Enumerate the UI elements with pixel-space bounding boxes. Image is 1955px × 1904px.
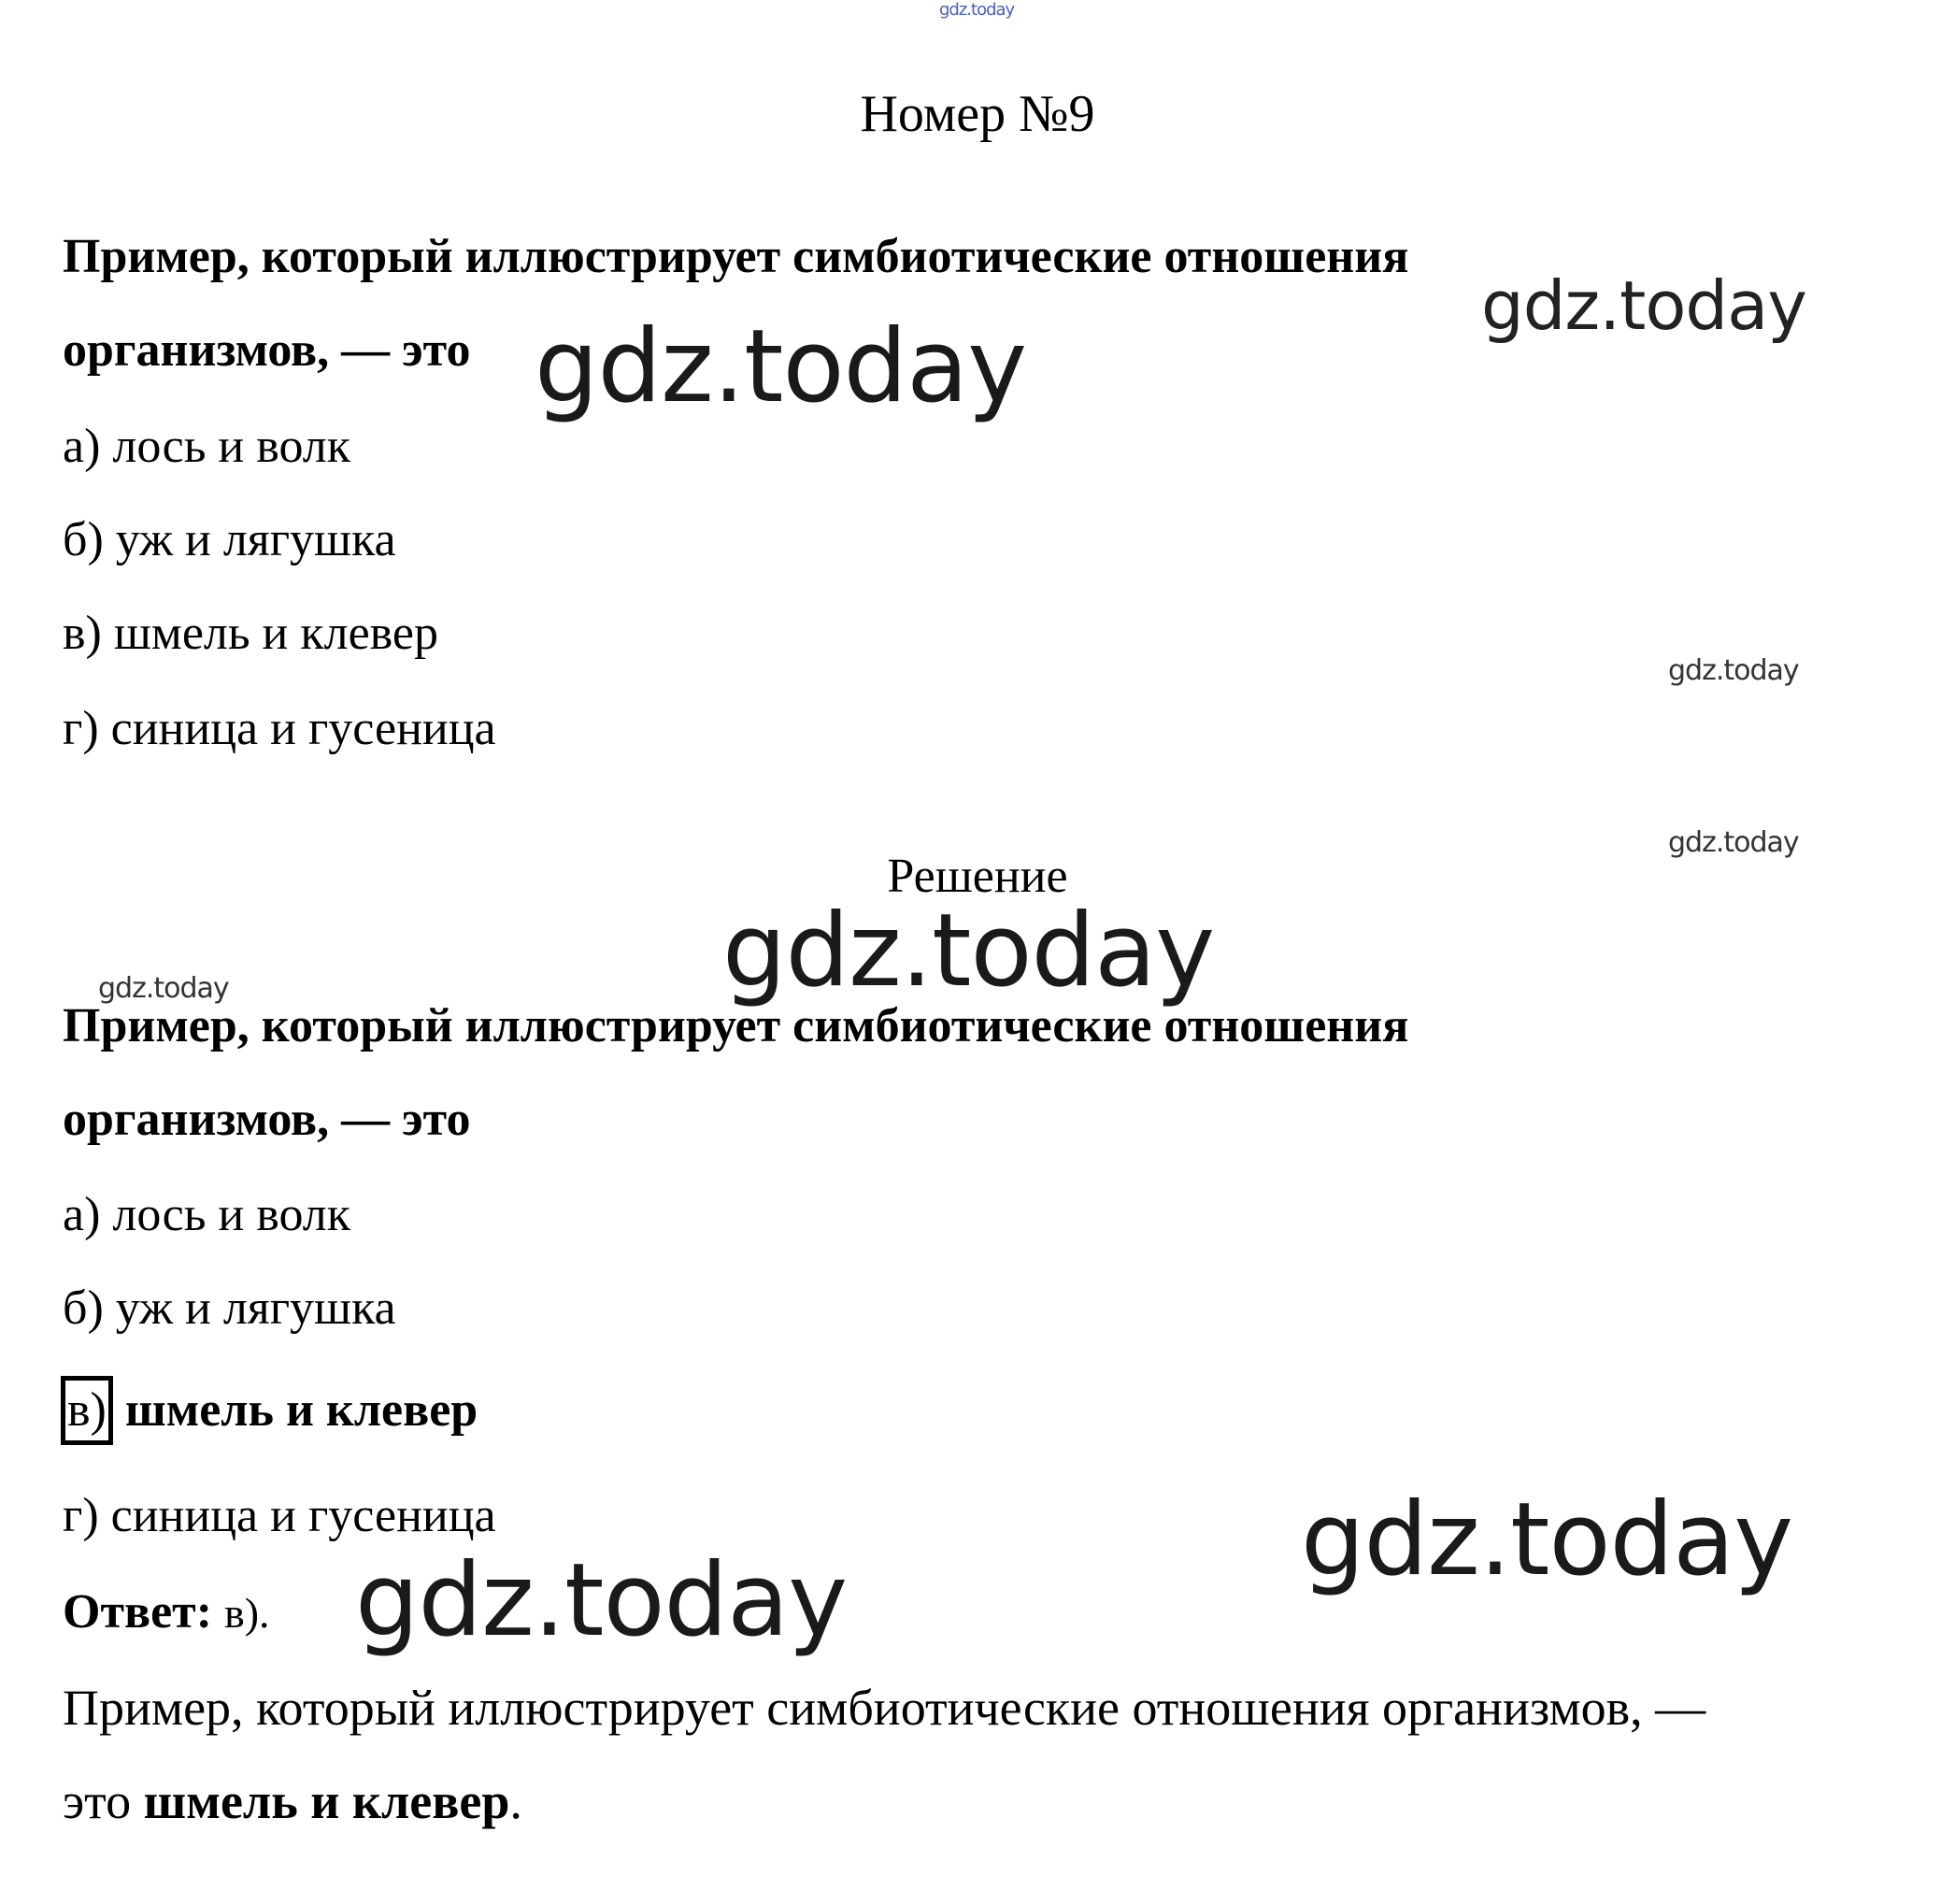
solution-option-a: а) лось и волк (63, 1188, 350, 1241)
correct-answer-text: шмель и клевер (124, 1383, 478, 1437)
watermark-8: gdz.today (355, 1542, 848, 1659)
watermark-6: gdz.today (98, 972, 229, 1005)
option-d: г) синица и гусеница (63, 702, 496, 755)
solution-line-2: организмов, — это (63, 1093, 471, 1146)
option-b: б) уж и лягушка (63, 513, 396, 566)
solution-heading: Решение (887, 850, 1068, 903)
question-line-2: организмов, — это (63, 323, 471, 377)
summary-line-1: Пример, который иллюстрирует симбиотические отношения организмов, — (63, 1680, 1706, 1736)
watermark-1: gdz.today (1481, 266, 1806, 345)
option-c: в) шмель и клевер (63, 607, 439, 660)
watermark-7: gdz.today (1301, 1482, 1793, 1598)
page-title: Номер №9 (860, 85, 1095, 143)
solution-option-b: б) уж и лягушка (63, 1281, 396, 1335)
solution-line-1: Пример, который иллюстрирует симбиотические отношения (63, 999, 1409, 1052)
watermark-2: gdz.today (535, 308, 1027, 425)
option-a: а) лось и волк (63, 420, 350, 473)
answer-line (63, 1584, 270, 1641)
solution-option-d: г) синица и гусеница (63, 1489, 496, 1542)
answer-value: в). (224, 1589, 270, 1637)
summary-prefix: это (63, 1773, 132, 1829)
watermark-5: gdz.today (722, 893, 1215, 1009)
summary-line-2 (63, 1773, 522, 1829)
watermark-3: gdz.today (1668, 654, 1799, 687)
question-line-1: Пример, который иллюстрирует симбиотические отношения (63, 230, 1409, 283)
watermark-4: gdz.today (1668, 826, 1799, 859)
watermark-top: gdz.today (939, 0, 1015, 20)
solution-option-c (61, 1376, 478, 1445)
correct-answer-box: в) (61, 1376, 113, 1445)
summary-suffix: . (509, 1773, 522, 1829)
summary-bold: шмель и клевер (143, 1773, 510, 1829)
answer-label: Ответ: (63, 1585, 213, 1639)
